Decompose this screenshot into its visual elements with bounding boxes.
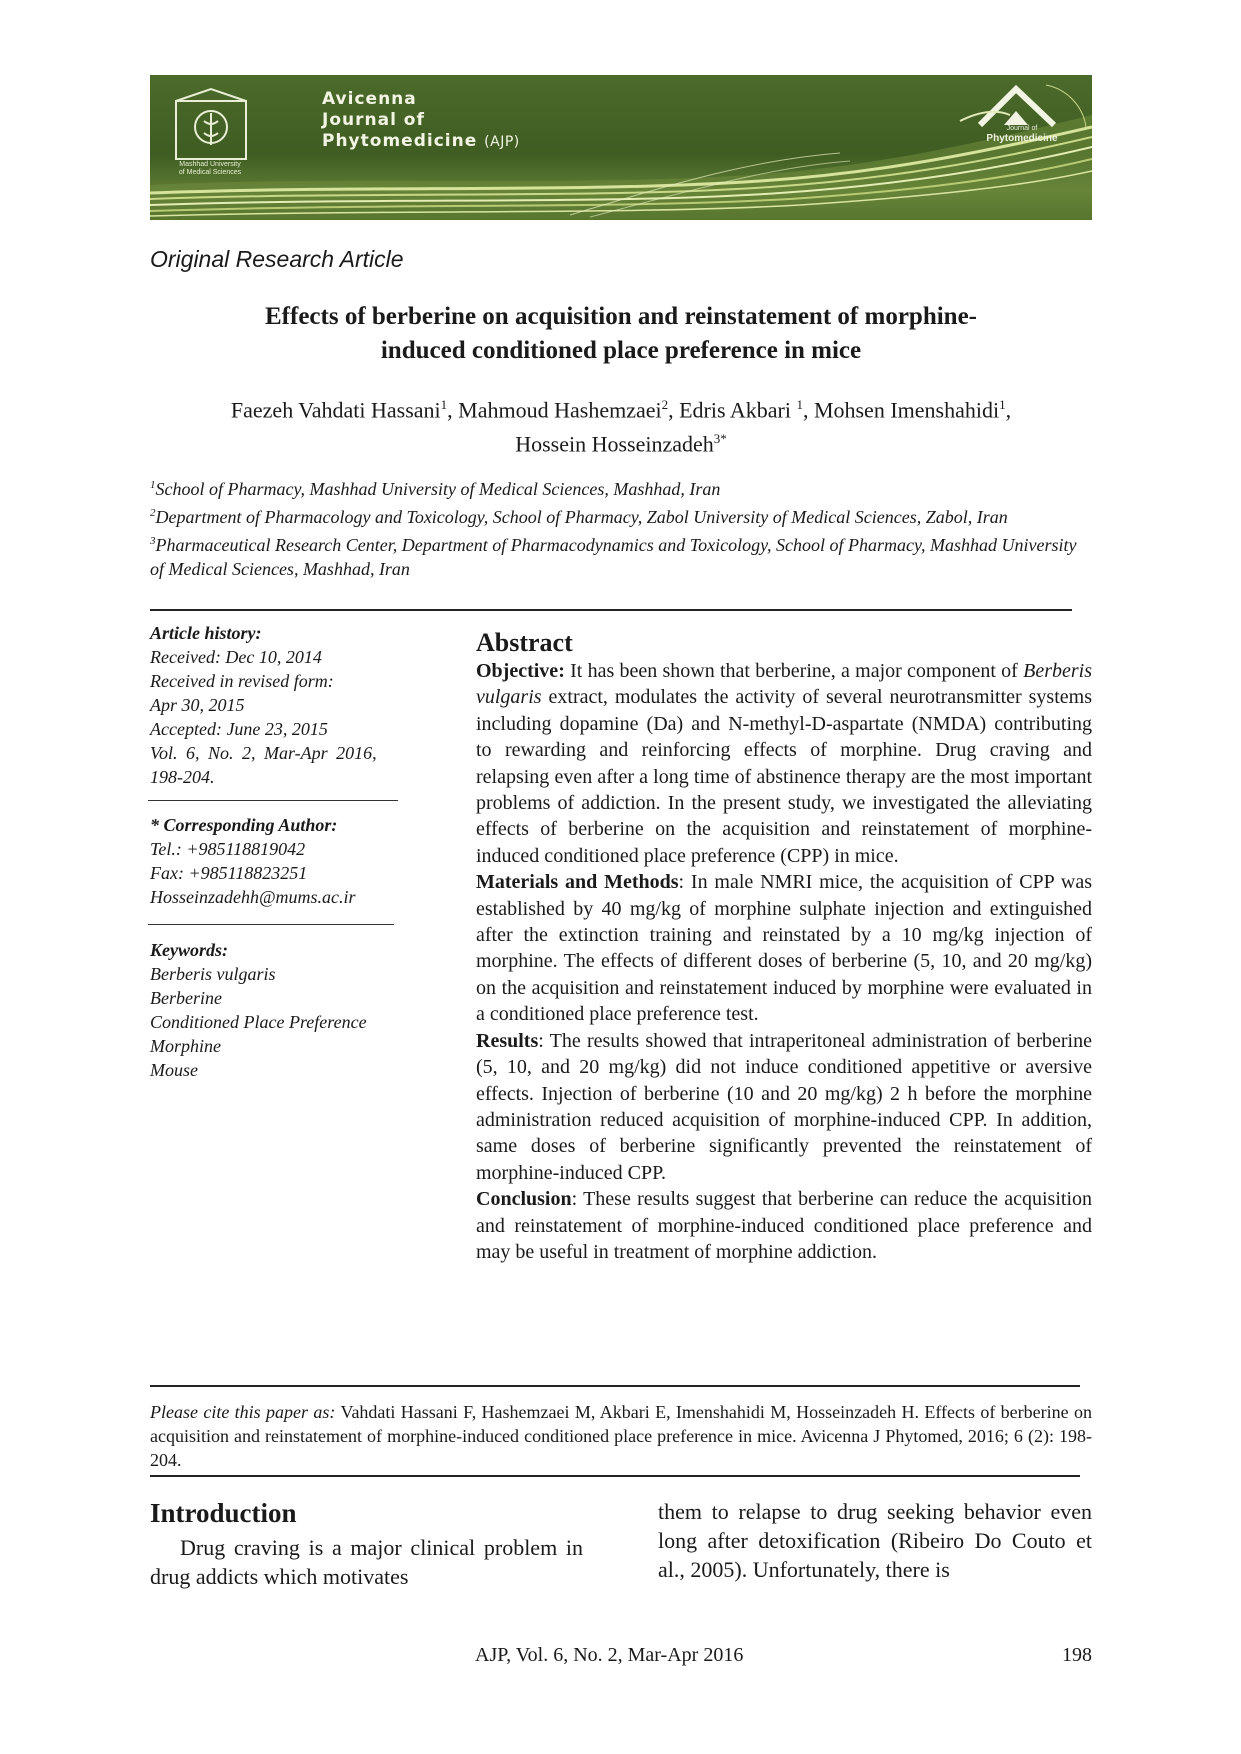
- citation: Please cite this paper as: Vahdati Hassani F, Hashemzaei M, Akbari E, Imenshahidi M, Hosseinzadeh H. Effects of berberine on acquisition and reinstatement of morphine-induced conditioned place preference in mice. Avicenna J Phytomed, 2016; 6 (2): 198-204.: [150, 1402, 1092, 1470]
- section-divider: [150, 609, 1072, 611]
- page-number: 198: [1062, 1644, 1092, 1666]
- introduction-text-left: Drug craving is a major clinical problem in drug addicts which motivates: [150, 1535, 583, 1589]
- affiliations: [150, 473, 1092, 581]
- abstract-objective: Objective: It has been shown that berberine, a major component of Berberis vulgaris extract, modulates the activity of several neurotransmitter systems including dopamine (Da) and N-methyl-D-aspartate (NMDA) contributing to rewarding and reinforcing effects of morphine. Drug craving and relapsing even after a long time of abstinence therapy are the most important problems of addiction. In the present study, we investigated the alleviating effects of berberine on the acquisition and reinstatement of morphine-induced conditioned place preference (CPP) in mice.: [476, 660, 1092, 867]
- abstract-methods: Materials and Methods: In male NMRI mice, the acquisition of CPP was established by 40 mg/kg of morphine sulphate injection and extinguished after the extinction training and reinstated by a 10 mg/kg injection of morphine. The effects of different doses of berberine (5, 10, and 20 mg/kg) on the acquisition and reinstatement induced by morphine were evaluated in a conditioned place preference test.: [476, 871, 1092, 1026]
- affiliation-1: $^1$School of Pharmacy, Mashhad University of Medical Sciences, Mashhad, Iran: [150, 479, 721, 499]
- keyword-item: Morphine: [150, 1036, 221, 1056]
- university-seal-logo: [166, 87, 256, 197]
- journal-banner: [150, 75, 1092, 220]
- abstract-body: [476, 658, 1092, 1265]
- article-type: Original Research Article: [150, 246, 404, 272]
- article-history: Article history: Received: Dec 10, 2014 Received in revised form: Apr 30, 2015 Accepted: June 23, 2015 Vol. 6, No. 2, Mar-Apr 2016, 198-204.: [150, 623, 377, 787]
- keyword-item: Berberis vulgaris: [150, 964, 276, 984]
- article-title: Effects of berberine on acquisition and reinstatement of morphine- induced conditioned place preference in mice: [265, 303, 977, 364]
- affiliation-3: $^3$Pharmaceutical Research Center, Department of Pharmacodynamics and Toxicology, School of Pharmacy, Mashhad University of Medical Sciences, Mashhad, Iran: [150, 535, 1077, 579]
- keyword-item: Conditioned Place Preference: [150, 1012, 367, 1032]
- footer-journal: AJP, Vol. 6, No. 2, Mar-Apr 2016: [475, 1644, 744, 1666]
- sidebar-divider: [148, 924, 394, 925]
- affiliation-2: $^2$Department of Pharmacology and Toxicology, School of Pharmacy, Zabol University of Medical Sciences, Zabol, Iran: [150, 507, 1008, 527]
- abstract-results: Results: The results showed that intraperitoneal administration of berberine (5, 10, and 20 mg/kg) did not induce conditioned appetitive or aversive effects. Injection of berberine (10 and 20 mg/kg) 2 h before the morphine administration reduced acquisition of morphine-induced CPP. In addition, same doses of berberine significantly prevented the reinstatement of morphine-induced CPP.: [476, 1029, 1092, 1184]
- university-name: Mashhad University of Medical Sciences: [178, 161, 242, 176]
- journal-title: Avicenna Journal of Phytomedicine (AJP): [322, 89, 520, 151]
- keywords: Keywords: Berberis vulgaris Berberine Conditioned Place Preference Morphine Mouse: [150, 938, 440, 1082]
- sidebar-divider: [148, 800, 398, 801]
- abstract-conclusion: Conclusion: These results suggest that berberine can reduce the acquisition and reinstatement of morphine-induced conditioned place preference and may be useful in treatment of morphine addiction.: [476, 1188, 1092, 1263]
- keyword-item: Berberine: [150, 988, 222, 1008]
- section-divider: [150, 1385, 1080, 1387]
- keyword-item: Mouse: [150, 1060, 198, 1080]
- corresponding-author: * Corresponding Author: Tel.: +985118819042 Fax: +985118823251 Hosseinzadehh@mums.ac.ir: [150, 815, 356, 907]
- journal-logo-text: Journal of Phytomedicine: [986, 125, 1058, 144]
- introduction-text-right: them to relapse to drug seeking behavior even long after detoxification (Ribeiro Do Couto et al., 2005). Unfortunately, there is: [658, 1499, 1092, 1582]
- section-divider: [150, 1475, 1080, 1477]
- abstract-heading: Abstract: [476, 628, 573, 657]
- author-list: Faezeh Vahdati Hassani$^1$, Mahmoud Hashemzaei$^2$, Edris Akbari $^1$, Mohsen Imenshahidi$^1$, Hossein Hosseinzadeh$^{3*}$: [230, 397, 1012, 457]
- introduction-heading: Introduction: [150, 1498, 297, 1528]
